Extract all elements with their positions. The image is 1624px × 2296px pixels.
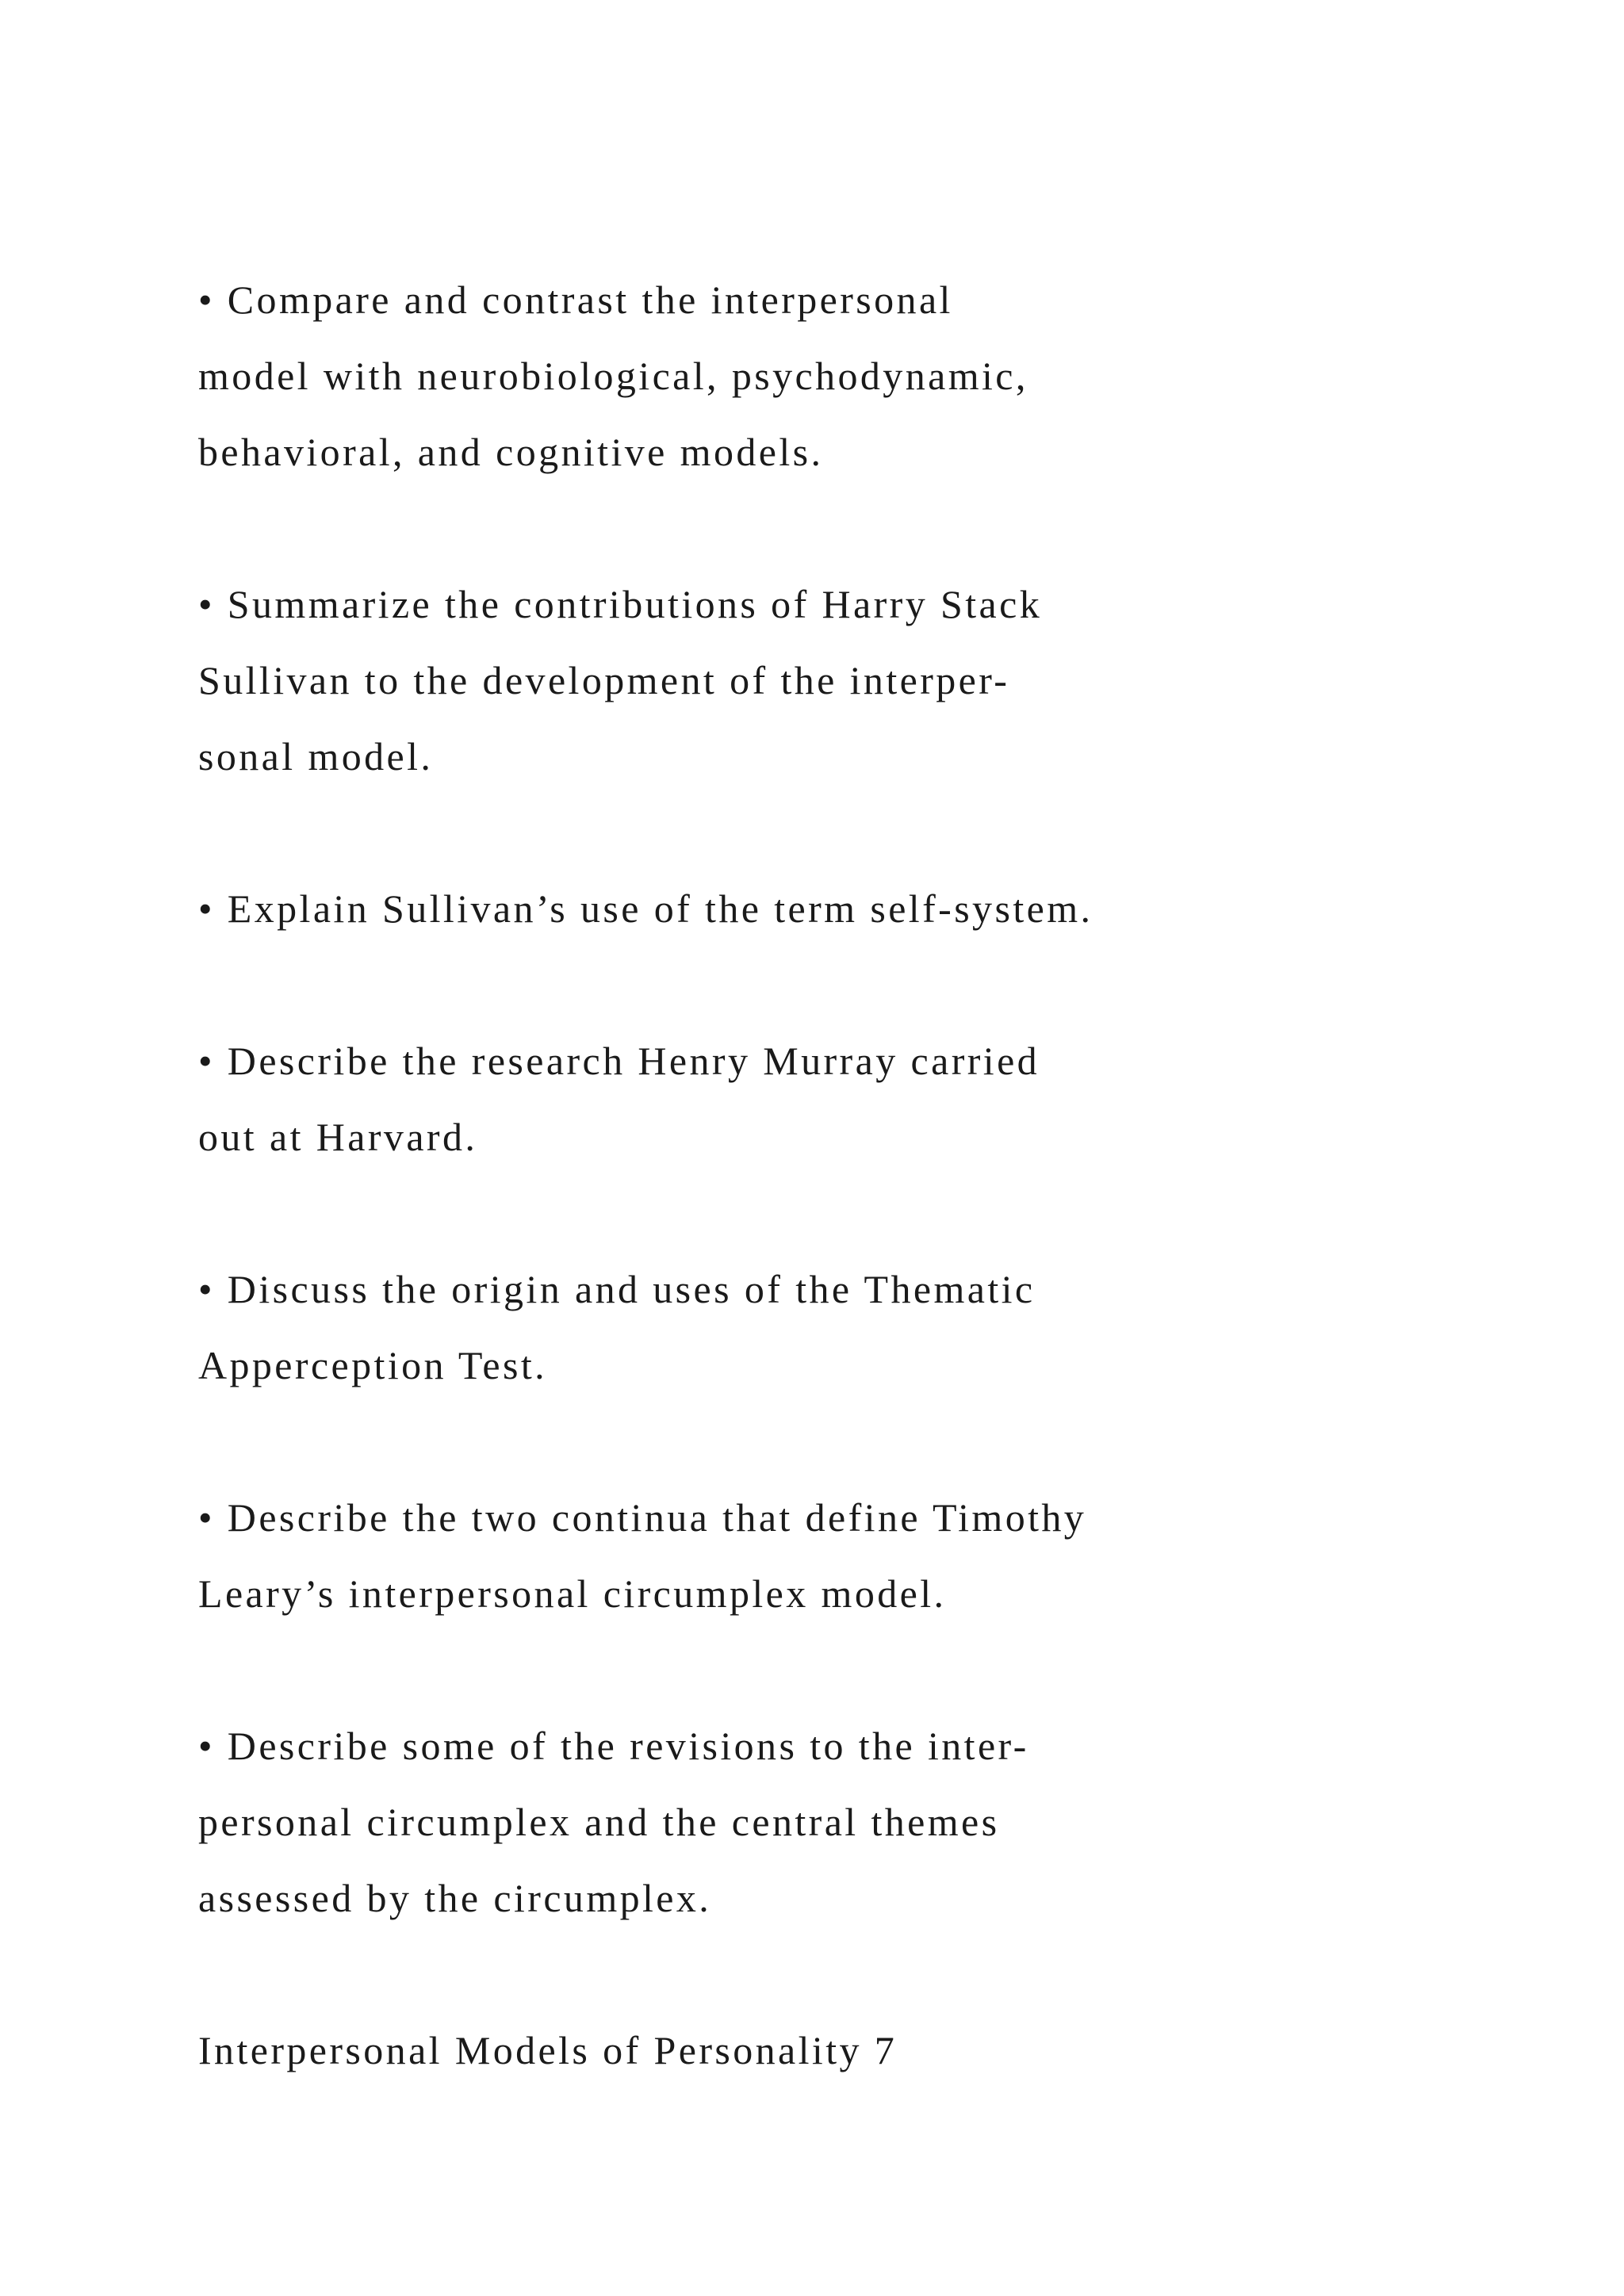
objective-line: sonal model. [198, 734, 434, 779]
objective-line: behavioral, and cognitive models. [198, 430, 824, 474]
chapter-heading [198, 2012, 1467, 2088]
chapter-heading-text: Interpersonal Models of Personality 7 [198, 2028, 898, 2072]
objective-line: personal circumplex and the central themes [198, 1800, 1000, 1844]
objective-item [198, 1023, 1467, 1175]
page-content [198, 262, 1467, 2088]
objective-item [198, 1708, 1467, 1936]
objective-line: • Explain Sullivan’s use of the term self-system. [198, 886, 1094, 931]
objective-line: out at Harvard. [198, 1115, 478, 1159]
objective-line: • Describe the two continua that define Timothy [198, 1495, 1087, 1540]
objective-line: assessed by the circumplex. [198, 1876, 712, 1920]
objective-item [198, 566, 1467, 794]
objective-line: Apperception Test. [198, 1343, 548, 1387]
objective-line: • Describe the research Henry Murray carried [198, 1039, 1040, 1083]
objective-line: • Summarize the contributions of Harry Stack [198, 582, 1043, 626]
objective-line: Leary’s interpersonal circumplex model. [198, 1571, 947, 1616]
objective-item [198, 871, 1467, 947]
objective-line: • Discuss the origin and uses of the Thematic [198, 1267, 1036, 1311]
objective-item [198, 1251, 1467, 1403]
objective-line: • Compare and contrast the interpersonal [198, 277, 953, 322]
objective-line: • Describe some of the revisions to the inter- [198, 1724, 1029, 1768]
objective-item [198, 1479, 1467, 1632]
objective-line: model with neurobiological, psychodynamic, [198, 354, 1028, 398]
objective-item [198, 262, 1467, 490]
objective-line: Sullivan to the development of the interper- [198, 658, 1010, 702]
